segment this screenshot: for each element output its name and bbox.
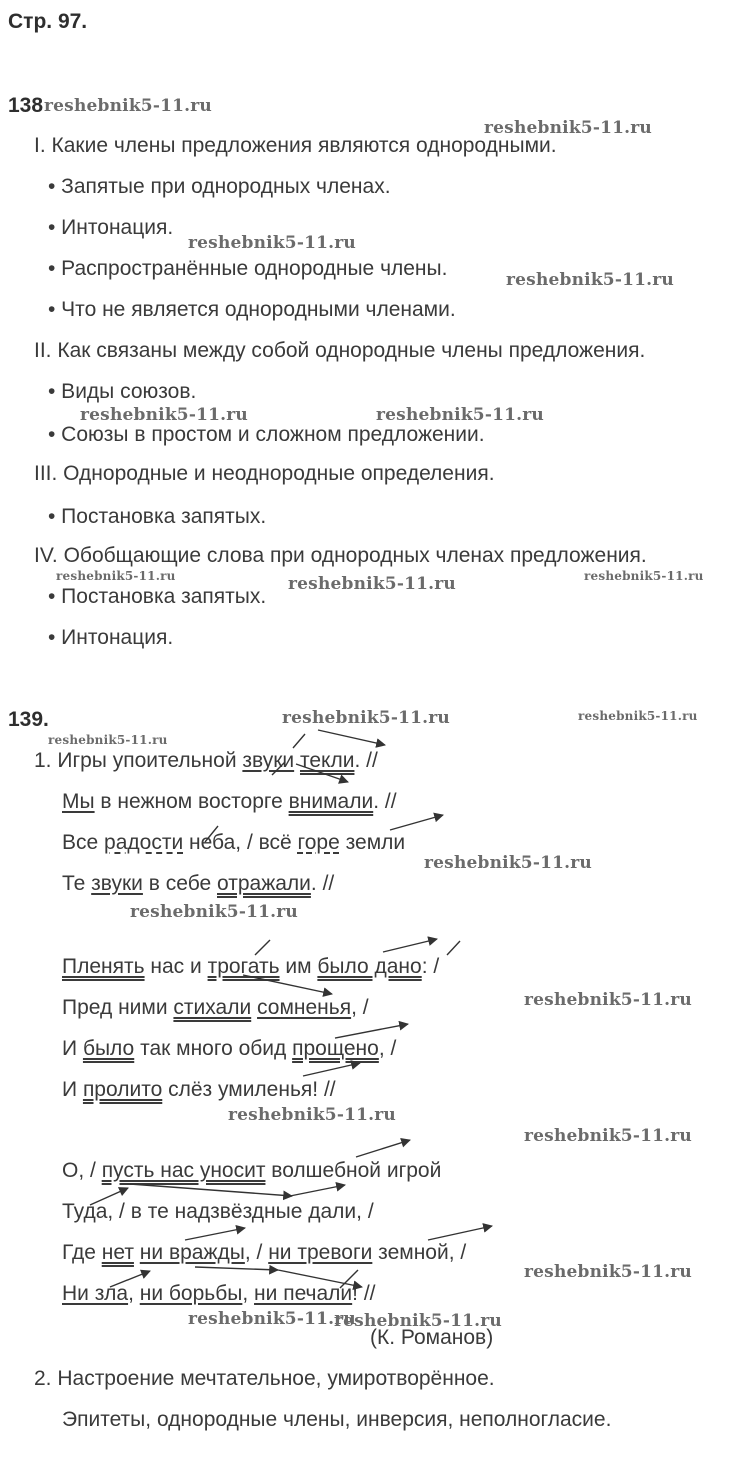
tick-mark [447,941,460,955]
text-fragment: земли [339,831,406,854]
marked-word: Ни зла [62,1282,129,1305]
plan-bullet-item: • Постановка запятых. [48,505,267,528]
watermark: reshebnik5-11.ru [80,405,248,425]
text-fragment: Те [62,872,92,895]
exercise-138-number: 138 [8,94,44,117]
text-fragment: И [62,1037,83,1060]
text-fragment: слёз умиленья! // [162,1078,336,1101]
marked-word: сомненья [257,996,352,1019]
text-fragment: Туда, / в те надзвёздные дали, / [62,1200,374,1223]
arrow [130,1184,292,1196]
watermark: reshebnik5-11.ru [188,233,356,253]
watermark: reshebnik5-11.ru [484,118,652,138]
plan-section-heading: IV. Обобщающие слова при однородных членах предложения. [34,544,647,567]
arrow [390,815,443,830]
plan-bullet-item: • Постановка запятых. [48,585,267,608]
arrow [195,1267,278,1270]
text-fragment: в нежном восторге [94,790,289,813]
arrow [290,1185,345,1196]
text-fragment: нас и [144,955,208,978]
marked-word: Мы [62,790,95,813]
marked-word: трогать [207,955,280,978]
marked-word: ни тревоги [268,1241,373,1264]
text-fragment: в себе [142,872,217,895]
text-fragment: ! // [352,1282,376,1305]
marked-word: было дано [317,955,422,978]
arrow [110,1271,150,1287]
page-header: Стр. 97. [8,10,88,33]
answer-mood: 2. Настроение мечтательное, умиротворённое. [34,1367,495,1390]
marked-word: было [82,1037,135,1060]
text-fragment: О, / [62,1159,102,1182]
marked-word: отражали [217,872,311,895]
marked-word: нет [101,1241,134,1264]
text-fragment: : / [421,955,440,978]
text-fragment: земной, / [372,1241,467,1264]
marked-word: горе [297,831,340,854]
text-fragment: , [242,1282,255,1305]
marked-word: стихали [173,996,252,1019]
arrow [383,939,437,952]
watermark: reshebnik5-11.ru [524,1126,692,1146]
tick-mark [272,762,285,775]
marked-word: текли [299,749,355,772]
plan-section-heading: II. Как связаны между собой однородные члены предложения. [34,339,646,362]
plan-bullet-item: • Интонация. [48,216,174,239]
text-fragment: , [128,1282,140,1305]
text-fragment: И [62,1078,83,1101]
marked-word: внимали [288,790,374,813]
watermark: reshebnik5-11.ru [584,569,704,583]
text-fragment: Пред ними [62,996,174,1019]
tick-mark [255,940,270,955]
poem-author: (К. Романов) [370,1326,494,1349]
watermark: reshebnik5-11.ru [376,405,544,425]
text-fragment: , / [244,1241,269,1264]
text-fragment: так много обид [134,1037,293,1060]
plan-section-heading: III. Однородные и неоднородные определения. [34,462,495,485]
marked-word: пролито [82,1078,163,1101]
marked-word: прощено [292,1037,379,1060]
tick-mark [205,826,218,842]
arrow [296,764,348,782]
marked-word: радости [104,831,184,854]
marked-word: ни вражды [139,1241,245,1264]
plan-bullet-item: • Интонация. [48,626,174,649]
marked-word: Пленять [62,955,145,978]
watermark: reshebnik5-11.ru [506,270,674,290]
arrow [428,1226,492,1240]
text-fragment: , / [351,996,369,1019]
text-fragment: . // [310,872,335,895]
marked-word: ни борьбы [139,1282,243,1305]
marked-word: звуки [91,872,143,895]
watermark: reshebnik5-11.ru [524,990,692,1010]
plan-bullet-item: • Союзы в простом и сложном предложении. [48,423,485,446]
tick-mark [293,734,305,748]
plan-bullet-item: • Распространённые однородные члены. [48,257,448,280]
marked-word: ни печали [254,1282,353,1305]
watermark: reshebnik5-11.ru [48,733,168,747]
text-fragment: . // [373,790,397,813]
watermark: reshebnik5-11.ru [288,574,456,594]
watermark: reshebnik5-11.ru [578,709,698,723]
text-fragment: волшебной игрой [265,1159,442,1182]
plan-bullet-item: • Что не является однородными членами. [48,298,456,321]
arrow [185,1228,245,1240]
watermark: reshebnik5-11.ru [424,853,592,873]
watermark: reshebnik5-11.ru [130,902,298,922]
exercise-139-number: 139. [8,708,49,731]
plan-bullet-item: • Запятые при однородных членах. [48,175,391,198]
arrow [90,1188,128,1205]
text-fragment: им [279,955,318,978]
watermark: reshebnik5-11.ru [56,569,176,583]
arrow [243,975,332,994]
arrow [303,1063,360,1076]
text-fragment: , / [378,1037,397,1060]
marked-word: пусть нас уносит [101,1159,266,1182]
text-fragment: . // [354,749,378,772]
watermark: reshebnik5-11.ru [282,708,450,728]
text-fragment: Все [62,831,105,854]
marked-word: звуки [242,749,295,772]
arrow [356,1140,410,1157]
watermark: reshebnik5-11.ru [44,96,212,116]
plan-section-heading: I. Какие члены предложения являются однородными. [34,134,557,157]
watermark: reshebnik5-11.ru [228,1105,396,1125]
arrow [335,1024,408,1038]
text-fragment: Где [62,1241,102,1264]
watermark: reshebnik5-11.ru [524,1262,692,1282]
watermark: reshebnik5-11.ru [188,1309,356,1329]
text-fragment: неба, / всё [183,831,298,854]
watermark: reshebnik5-11.ru [334,1311,502,1331]
text-fragment: 1. Игры упоительной [34,749,243,772]
arrow-group [90,730,492,1288]
arrow [318,730,385,745]
answer-devices: Эпитеты, однородные члены, инверсия, неполногласие. [62,1408,612,1431]
plan-bullet-item: • Виды союзов. [48,380,197,403]
